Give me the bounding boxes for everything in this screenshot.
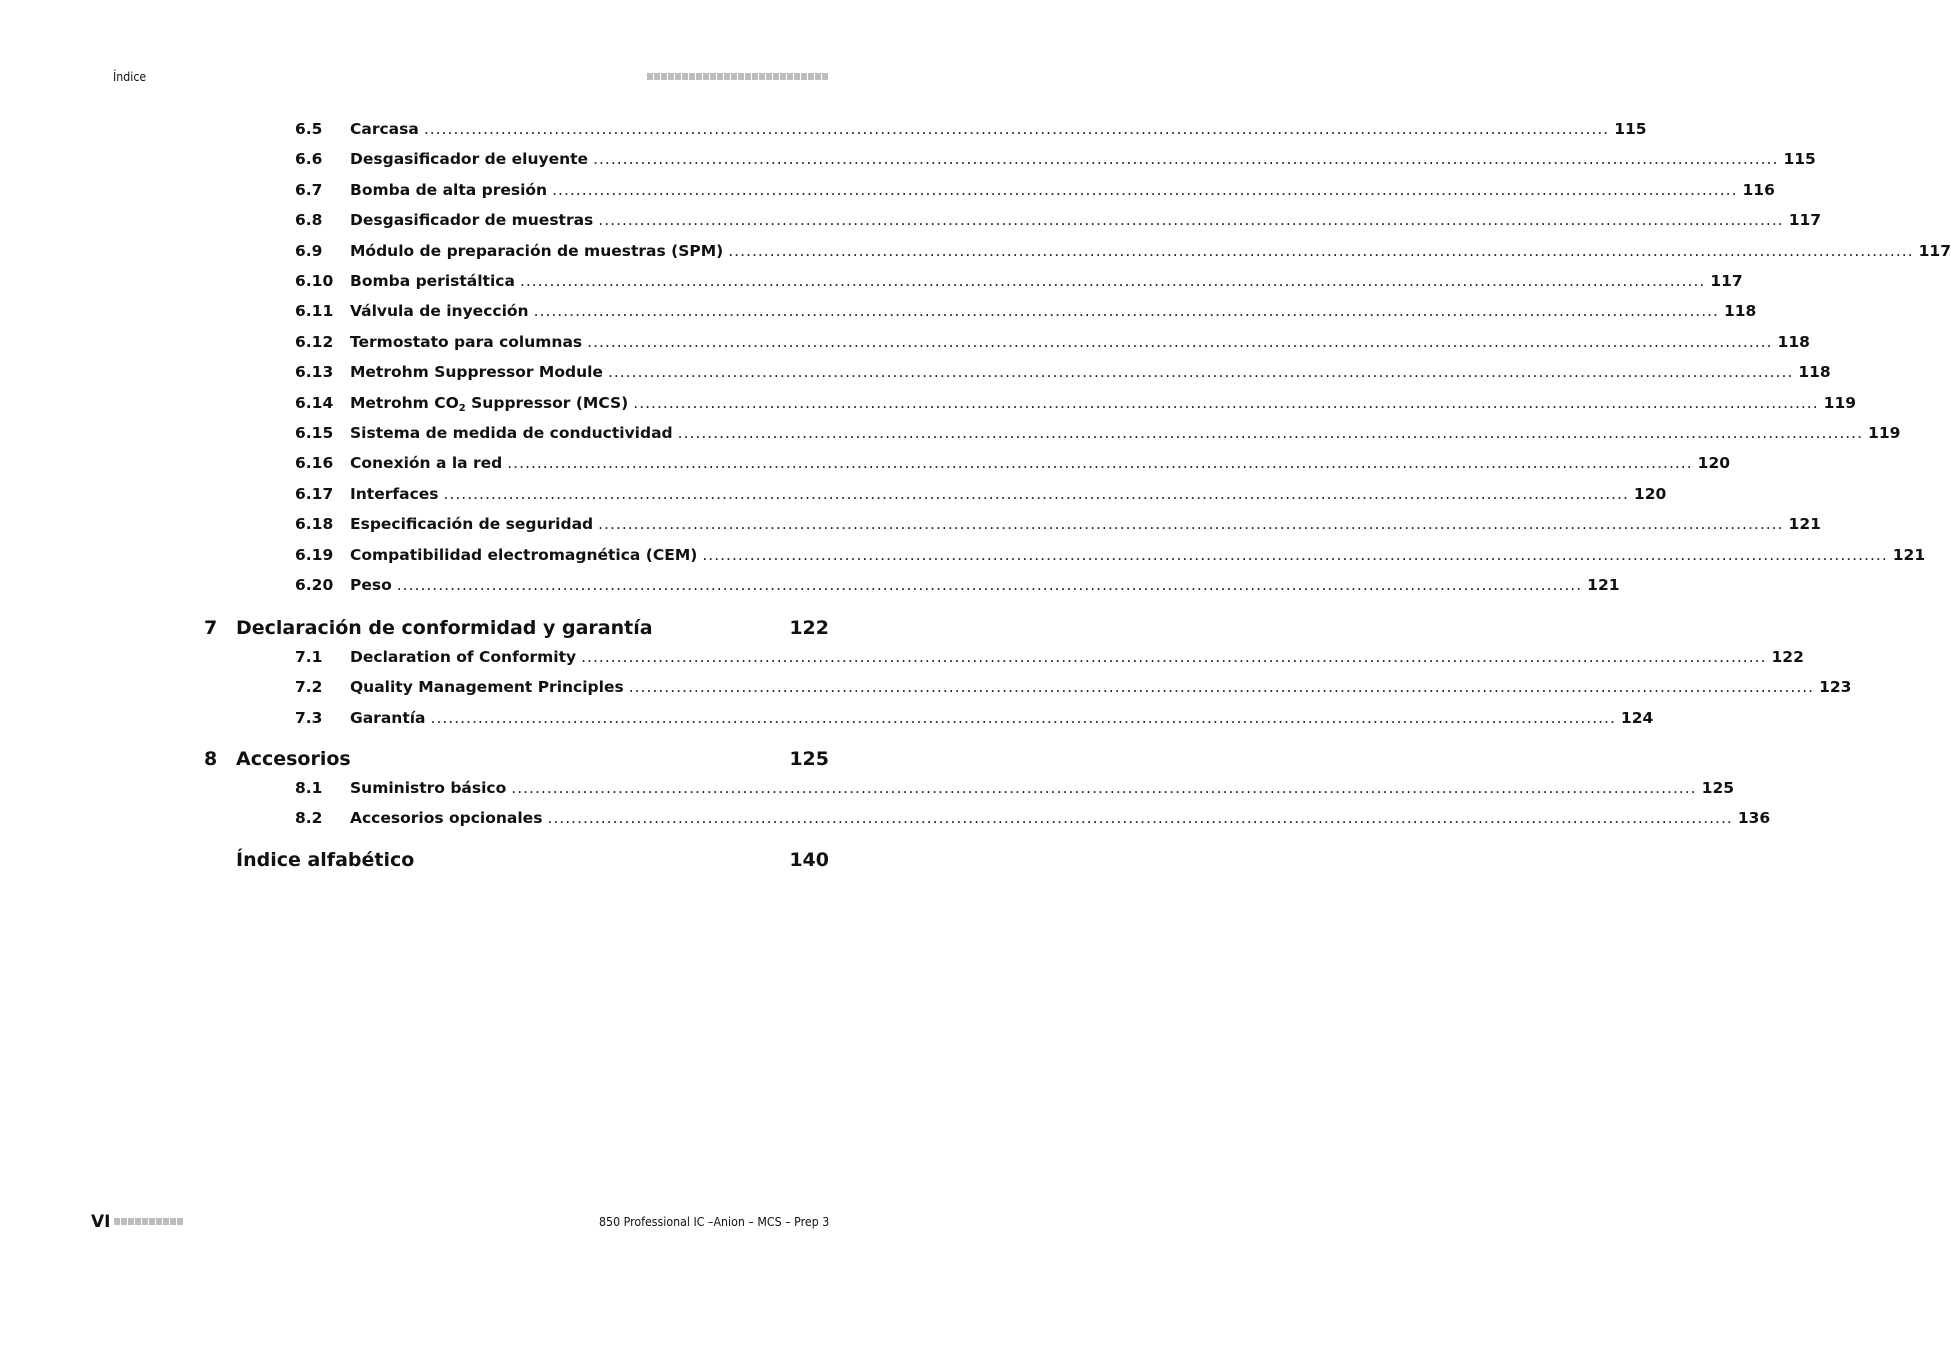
toc-entry[interactable] — [295, 211, 1822, 233]
entry-title: Peso — [350, 576, 392, 594]
entry-page: 117 — [1918, 241, 1951, 260]
entry-title: Válvula de inyección — [350, 302, 529, 321]
chapter-page: 125 — [789, 748, 829, 770]
toc-entry[interactable] — [295, 393, 1857, 416]
header-section-label: Índice — [113, 70, 147, 84]
entry-page: 117 — [1788, 211, 1822, 230]
toc-entry[interactable] — [295, 424, 1901, 446]
dot-leader: ........................................................................................................................................................................................................ — [519, 272, 1706, 290]
entry-page: 115 — [1614, 120, 1647, 138]
entry-page: 124 — [1620, 708, 1654, 727]
footer-document-title: 850 Professional IC –Anion – MCS – Prep 3 — [598, 1215, 829, 1229]
dot-leader: ........................................................................................................................................................................................................ — [423, 120, 1610, 138]
entry-page: 117 — [1710, 272, 1743, 290]
toc-entry[interactable] — [295, 454, 1731, 476]
toc-entry[interactable] — [295, 241, 1951, 264]
entry-title: Quality Management Principles — [350, 678, 624, 697]
entry-page: 136 — [1737, 809, 1771, 828]
toc-entry[interactable] — [295, 708, 1654, 731]
dot-leader: ........................................................................................................................................................................................................ — [677, 424, 1864, 442]
dot-leader: ........................................................................................................................................................................................................ — [607, 363, 1794, 382]
toc-entry[interactable] — [295, 515, 1821, 537]
dot-leader: ........................................................................................................................................................................................................ — [728, 241, 1914, 260]
entry-title: Desgasificador de muestras — [350, 211, 594, 230]
dot-leader: ........................................................................................................................................................................................................ — [443, 484, 1629, 503]
dot-leader: ........................................................................................................................................................................................................ — [511, 779, 1697, 797]
entry-title: Compatibilidad electromagnética (CEM) — [350, 545, 698, 564]
entry-page: 118 — [1798, 363, 1831, 382]
entry-title: Metrohm Suppressor Module — [350, 363, 603, 382]
entry-number: 8.1 — [295, 779, 323, 797]
toc-entry[interactable] — [295, 302, 1757, 324]
toc-entry[interactable] — [295, 150, 1816, 172]
entry-number: 6.9 — [295, 241, 323, 260]
entry-page: 120 — [1633, 484, 1667, 503]
entry-number: 6.6 — [295, 150, 323, 169]
toc-entry[interactable] — [295, 363, 1831, 385]
entry-number: 6.7 — [295, 180, 323, 199]
entry-number: 6.20 — [295, 576, 334, 594]
entry-page: 115 — [1783, 150, 1816, 169]
entry-number: 6.16 — [295, 454, 334, 473]
entry-title: Declaration of Conformity — [350, 648, 577, 666]
entry-title: Accesorios opcionales — [350, 809, 543, 828]
dot-leader: ........................................................................................................................................................................................................ — [593, 150, 1779, 169]
dot-leader: ........................................................................................................................................................................................................ — [633, 393, 1819, 412]
toc-entry[interactable] — [295, 809, 1771, 831]
toc-index-entry[interactable] — [204, 849, 829, 875]
dot-leader: ........................................................................................................................................................................................................ — [533, 302, 1719, 321]
entry-page: 118 — [1723, 302, 1757, 321]
footer-decoration — [114, 1218, 183, 1225]
entry-number: 6.15 — [295, 424, 334, 442]
entry-number: 6.18 — [295, 515, 334, 534]
entry-page: 121 — [1587, 576, 1620, 594]
index-page: 140 — [789, 849, 829, 871]
chapter-number: 7 — [204, 617, 218, 639]
entry-page: 122 — [1771, 648, 1804, 666]
toc-chapter-7[interactable] — [204, 617, 829, 643]
dot-leader: ........................................................................................................................................................................................................ — [702, 545, 1888, 564]
entry-title: Bomba de alta presión — [350, 180, 548, 199]
entry-number: 6.8 — [295, 211, 323, 230]
dot-leader: ........................................................................................................................................................................................................ — [598, 211, 1784, 230]
dot-leader: ........................................................................................................................................................................................................ — [396, 576, 1583, 594]
dot-leader: ........................................................................................................................................................................................................ — [581, 648, 1767, 666]
entry-number: 8.2 — [295, 809, 323, 828]
entry-title: Garantía — [350, 708, 426, 727]
chapter-title: Accesorios — [236, 748, 351, 770]
entry-number: 7.2 — [295, 678, 323, 697]
toc-entry[interactable] — [295, 576, 1620, 598]
entry-page: 119 — [1868, 424, 1901, 442]
entry-title: Interfaces — [350, 484, 439, 503]
entry-title: Bomba peristáltica — [350, 272, 515, 290]
toc-entry[interactable] — [295, 484, 1667, 507]
entry-number: 6.11 — [295, 302, 334, 321]
toc-entry[interactable] — [295, 272, 1743, 294]
entry-page: 120 — [1697, 454, 1731, 473]
entry-title: Especificación de seguridad — [350, 515, 594, 534]
index-title: Índice alfabético — [236, 849, 415, 871]
dot-leader: ........................................................................................................................................................................................................ — [628, 678, 1815, 697]
entry-number: 6.12 — [295, 332, 334, 351]
toc-entry[interactable] — [295, 648, 1804, 670]
toc-chapter-8[interactable] — [204, 748, 829, 774]
entry-title: Desgasificador de eluyente — [350, 150, 589, 169]
entry-page: 121 — [1892, 545, 1926, 564]
entry-page: 119 — [1823, 393, 1857, 412]
toc-entry[interactable] — [295, 120, 1647, 142]
toc-entry[interactable] — [295, 180, 1775, 203]
entry-title: Conexión a la red — [350, 454, 503, 473]
entry-title: Carcasa — [350, 120, 419, 138]
dot-leader: ........................................................................................................................................................................................................ — [507, 454, 1693, 473]
entry-number: 6.5 — [295, 120, 323, 138]
entry-number: 6.13 — [295, 363, 334, 382]
entry-number: 7.3 — [295, 708, 323, 727]
dot-leader: ........................................................................................................................................................................................................ — [598, 515, 1784, 534]
entry-page: 125 — [1701, 779, 1735, 797]
toc-entry[interactable] — [295, 332, 1810, 355]
toc-entry[interactable] — [295, 779, 1735, 801]
entry-title: Suministro básico — [350, 779, 507, 797]
entry-number: 7.1 — [295, 648, 323, 666]
entry-number: 6.10 — [295, 272, 334, 290]
entry-title: Sistema de medida de conductividad — [350, 424, 673, 442]
header-decoration — [647, 73, 828, 80]
footer-page-number: VI — [91, 1212, 111, 1232]
entry-number: 6.19 — [295, 545, 334, 564]
dot-leader: ........................................................................................................................................................................................................ — [430, 708, 1616, 727]
entry-title: Metrohm $CO_2$ Suppressor (MCS) — [350, 393, 629, 414]
entry-number: 6.14 — [295, 393, 334, 412]
entry-title: Termostato para columnas — [350, 332, 583, 351]
entry-page: 118 — [1777, 332, 1810, 351]
chapter-page: 122 — [789, 617, 829, 639]
entry-page: 116 — [1742, 180, 1775, 199]
toc-entry[interactable] — [295, 545, 1926, 568]
entry-page: 121 — [1788, 515, 1821, 534]
entry-title: Módulo de preparación de muestras (SPM) — [350, 241, 724, 260]
toc-entry[interactable] — [295, 678, 1852, 700]
dot-leader: ........................................................................................................................................................................................................ — [587, 332, 1773, 351]
entry-page: 123 — [1819, 678, 1852, 697]
entry-number: 6.17 — [295, 484, 334, 503]
dot-leader: ........................................................................................................................................................................................................ — [552, 180, 1738, 199]
chapter-number: 8 — [204, 748, 218, 770]
chapter-title: Declaración de conformidad y garantía — [236, 617, 653, 639]
dot-leader: ........................................................................................................................................................................................................ — [547, 809, 1733, 828]
